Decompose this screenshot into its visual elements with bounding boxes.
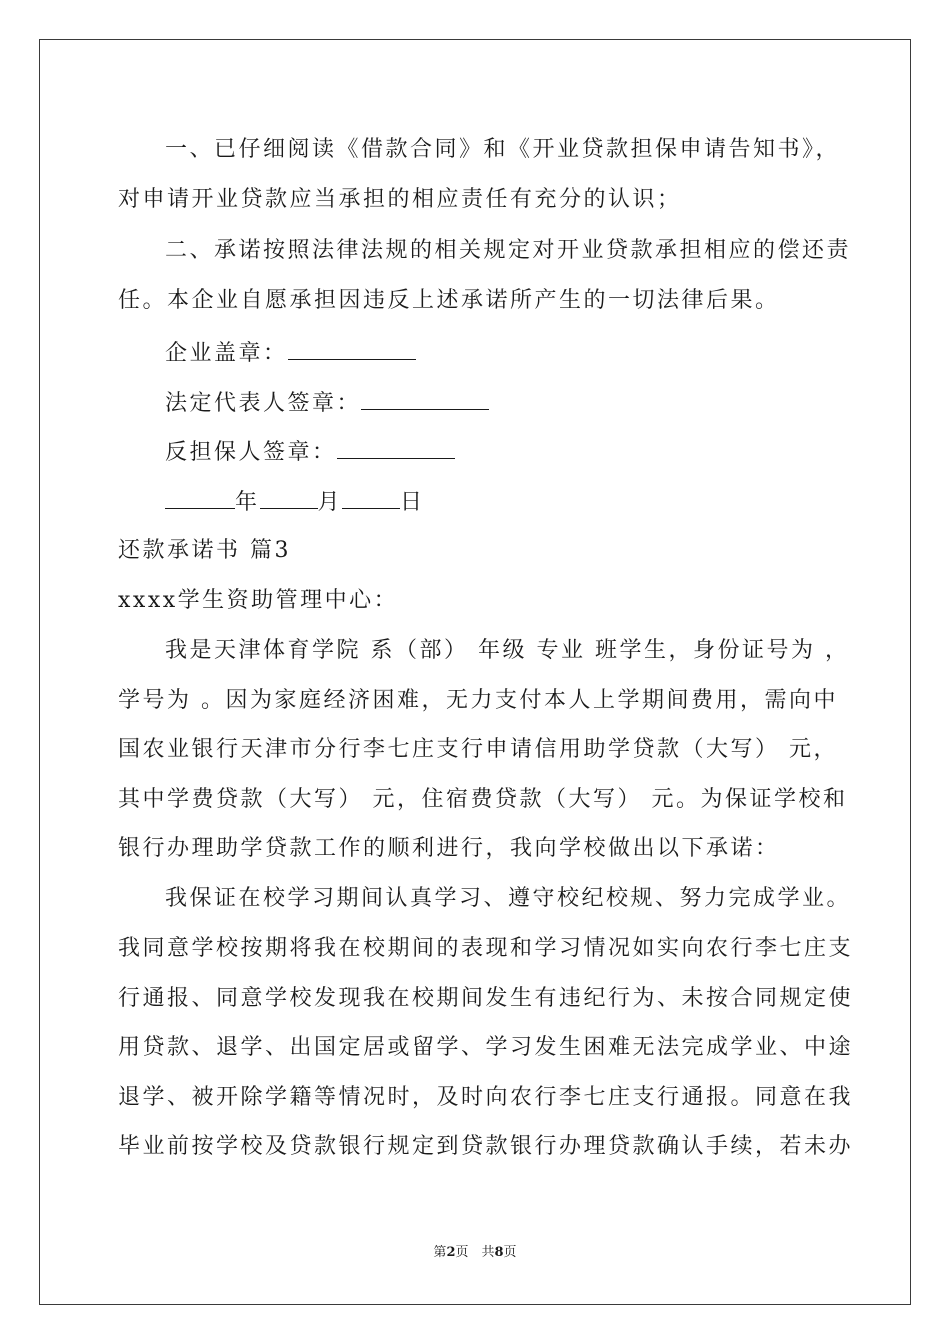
month-blank — [260, 486, 318, 509]
paragraph-2-line-2: 任。本企业自愿承担因违反上述承诺所产生的一切法律后果。 — [118, 288, 780, 313]
body-line: 银行办理助学贷款工作的顺利进行，我向学校做出以下承诺： — [118, 836, 780, 861]
addressee: xxxx学生资助管理中心： — [118, 588, 399, 613]
body-line: 用贷款、退学、出国定居或留学、学习发生困难无法完成学业、中途 — [118, 1035, 854, 1060]
counter-guarantor-seal-blank — [337, 436, 455, 459]
footer-page-suffix: 页 — [503, 1245, 517, 1260]
body-line: 我是天津体育学院 系（部） 年级 专业 班学生，身份证号为 ， — [165, 638, 850, 663]
body-line: 学号为 。因为家庭经济困难，无力支付本人上学期间费用，需向中 — [118, 688, 838, 713]
legal-rep-seal-label: 法定代表人签章： — [165, 391, 362, 416]
legal-rep-seal-row — [165, 387, 489, 419]
body-line: 行通报、同意学校发现我在校期间发生有违纪行为、未按合同规定使 — [118, 986, 854, 1011]
counter-guarantor-seal-label: 反担保人签章： — [165, 440, 337, 465]
paragraph-1-line-1: 一、已仔细阅读《借款合同》和《开业贷款担保申请告知书》， — [165, 137, 841, 162]
footer-page-mid: 页 共 — [455, 1245, 495, 1260]
company-seal-blank — [288, 337, 416, 360]
company-seal-row — [165, 337, 416, 369]
day-label: 日 — [400, 490, 425, 515]
page-border — [39, 39, 911, 1305]
paragraph-2-line-1: 二、承诺按照法律法规的相关规定对开业贷款承担相应的偿还责 — [165, 238, 852, 263]
page-footer — [0, 1245, 950, 1261]
legal-rep-seal-blank — [361, 387, 489, 410]
date-row — [165, 486, 425, 518]
year-blank — [165, 486, 235, 509]
month-label: 月 — [317, 490, 343, 515]
body-line: 其中学费贷款（大写） 元，住宿费贷款（大写） 元。为保证学校和 — [118, 787, 848, 812]
body-line: 退学、被开除学籍等情况时，及时向农行李七庄支行通报。同意在我 — [118, 1085, 854, 1110]
body-line: 我保证在校学习期间认真学习、遵守校纪校规、努力完成学业。 — [165, 886, 852, 911]
paragraph-1-line-2: 对申请开业贷款应当承担的相应责任有充分的认识； — [118, 187, 682, 212]
counter-guarantor-seal-row — [165, 436, 455, 468]
footer-page-current: 2 — [446, 1245, 456, 1260]
body-line: 我同意学校按期将我在校期间的表现和学习情况如实向农行李七庄支 — [118, 936, 854, 961]
footer-page-prefix: 第 — [433, 1245, 447, 1260]
footer-page-total: 8 — [494, 1245, 504, 1260]
company-seal-label: 企业盖章： — [165, 341, 288, 366]
section-title: 还款承诺书 篇3 — [118, 538, 291, 563]
body-line: 国农业银行天津市分行李七庄支行申请信用助学贷款（大写） 元， — [118, 737, 838, 762]
body-line: 毕业前按学校及贷款银行规定到贷款银行办理贷款确认手续，若未办 — [118, 1134, 854, 1159]
year-label: 年 — [235, 490, 260, 515]
day-blank — [342, 486, 400, 509]
